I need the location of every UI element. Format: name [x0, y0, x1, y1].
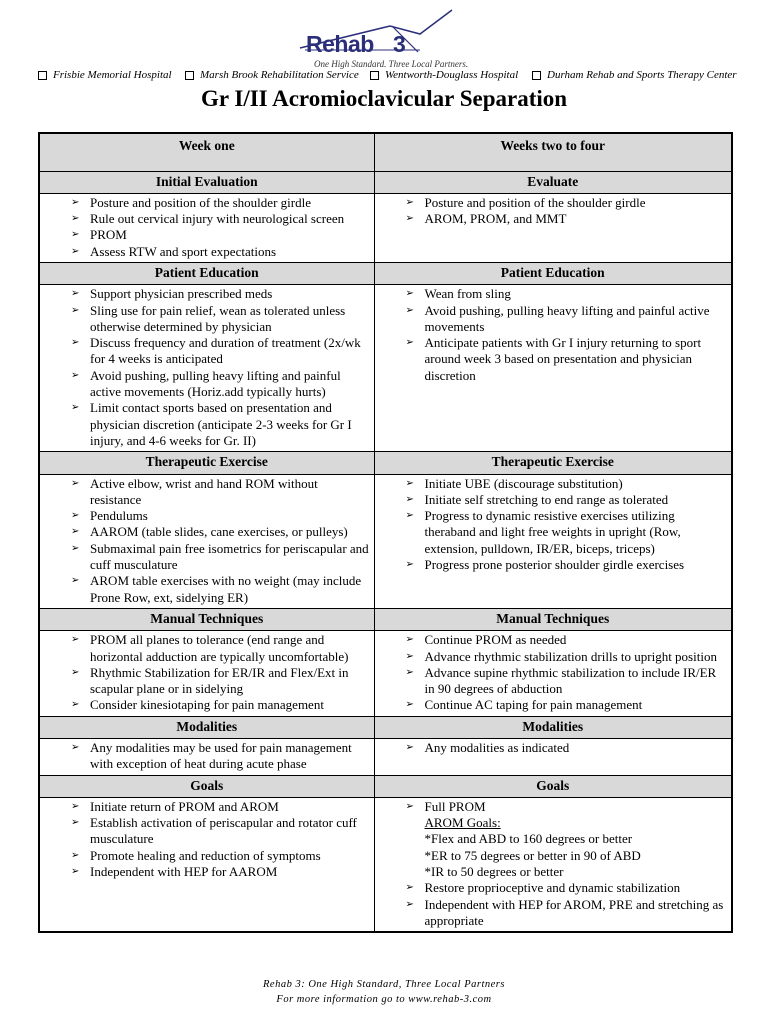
logo-word: Rehab — [306, 31, 374, 57]
arrow-bullet-icon: ➢ — [405, 213, 414, 225]
section-header: Goals — [39, 775, 374, 797]
list-item — [379, 476, 728, 492]
section-header: Modalities — [39, 716, 374, 738]
list-item — [379, 632, 728, 648]
list-item — [44, 697, 370, 713]
list-item — [44, 665, 370, 698]
list-item — [379, 557, 728, 573]
arrow-bullet-icon: ➢ — [71, 288, 80, 300]
logo-swoosh-graphic — [0, 8, 768, 66]
list-item — [379, 697, 728, 713]
item-text: Rule out cervical injury with neurological screen — [90, 211, 345, 227]
section-body-row — [39, 193, 732, 262]
item-text: Independent with HEP for AROM, PRE and stretching as appropriate — [424, 896, 724, 928]
arrow-bullet-icon: ➢ — [405, 559, 414, 571]
section-header: Manual Techniques — [39, 608, 374, 630]
arrow-bullet-icon: ➢ — [405, 196, 414, 208]
checkbox-icon[interactable] — [185, 71, 194, 80]
item-text: Sling use for pain relief, wean as tolerated unless otherwise determined by physician — [90, 302, 346, 334]
list-item — [379, 211, 728, 227]
item-list — [40, 285, 374, 451]
protocol-table — [38, 132, 733, 933]
list-item — [379, 492, 728, 508]
column-header-week-one: Week one — [39, 133, 374, 171]
hospital-option[interactable] — [532, 69, 737, 81]
list-item — [44, 524, 370, 540]
section-header: Manual Techniques — [374, 608, 732, 630]
list-item — [379, 665, 728, 698]
item-text: Active elbow, wrist and hand ROM without resistance — [90, 475, 318, 507]
arrow-bullet-icon: ➢ — [405, 650, 414, 662]
item-text: Posture and position of the shoulder girdle — [90, 194, 311, 210]
column-header-row — [39, 133, 732, 171]
list-item — [44, 400, 370, 449]
list-item — [44, 244, 370, 260]
item-text: Pendulums — [90, 508, 148, 524]
item-text: Anticipate patients with Gr I injury returning to sport around week 3 based on presentation and physician discretion — [424, 335, 702, 383]
item-text: Restore proprioceptive and dynamic stabilization — [424, 880, 681, 896]
arrow-bullet-icon: ➢ — [71, 666, 80, 678]
section-header: Initial Evaluation — [39, 171, 374, 193]
section-cell — [374, 193, 732, 262]
section-cell — [39, 631, 374, 716]
item-list — [375, 475, 732, 576]
arrow-bullet-icon: ➢ — [71, 542, 80, 554]
item-list — [40, 194, 374, 262]
section-body-row — [39, 631, 732, 716]
hospital-option[interactable] — [370, 69, 518, 81]
item-text: AROM Goals: — [424, 815, 501, 831]
list-item — [44, 286, 370, 302]
item-list — [40, 798, 374, 882]
arrow-bullet-icon: ➢ — [71, 402, 80, 414]
arrow-bullet-icon: ➢ — [71, 526, 80, 538]
item-text: Discuss frequency and duration of treatment (2x/wk for 4 weeks is anticipated — [90, 335, 361, 367]
section-body-row — [39, 797, 732, 932]
list-item — [44, 541, 370, 574]
arrow-bullet-icon: ➢ — [71, 699, 80, 711]
item-text: *ER to 75 degrees or better in 90 of ABD — [424, 847, 641, 863]
list-item — [44, 848, 370, 864]
arrow-bullet-icon: ➢ — [71, 817, 80, 829]
rehab3-logo — [0, 8, 768, 69]
section-header: Patient Education — [374, 262, 732, 284]
checkbox-icon[interactable] — [38, 71, 47, 80]
section-header: Evaluate — [374, 171, 732, 193]
section-cell — [39, 797, 374, 932]
section-cell — [374, 739, 732, 776]
hospital-option[interactable] — [185, 69, 359, 81]
section-body-row — [39, 285, 732, 452]
section-cell — [39, 474, 374, 608]
arrow-bullet-icon: ➢ — [71, 849, 80, 861]
list-item — [44, 368, 370, 401]
arrow-bullet-icon: ➢ — [405, 742, 414, 753]
section-cell — [39, 285, 374, 452]
list-item — [44, 864, 370, 880]
arrow-bullet-icon: ➢ — [71, 742, 80, 753]
item-text: *Flex and ABD to 160 degrees or better — [424, 831, 633, 847]
list-item — [44, 799, 370, 815]
list-item — [379, 815, 728, 831]
arrow-bullet-icon: ➢ — [405, 898, 414, 910]
arrow-bullet-icon: ➢ — [405, 634, 414, 646]
item-text: Support physician prescribed meds — [90, 286, 273, 302]
item-text: Any modalities as indicated — [424, 740, 570, 755]
list-item — [379, 195, 728, 211]
section-header: Therapeutic Exercise — [374, 452, 732, 474]
item-text: Submaximal pain free isometrics for periscapular and cuff musculature — [90, 540, 369, 573]
arrow-bullet-icon: ➢ — [71, 800, 80, 812]
list-item — [379, 286, 728, 302]
list-item — [44, 227, 370, 243]
item-text: AROM table exercises with no weight (may include Prone Row, ext, sidelying ER) — [90, 573, 362, 605]
list-item — [379, 880, 728, 896]
item-list — [40, 631, 374, 715]
list-item — [379, 335, 728, 384]
arrow-bullet-icon: ➢ — [71, 196, 80, 208]
hospital-label: Durham Rehab and Sports Therapy Center — [547, 69, 737, 81]
list-item — [44, 508, 370, 524]
item-list — [40, 475, 374, 608]
arrow-bullet-icon: ➢ — [71, 634, 80, 646]
list-item — [379, 848, 728, 864]
list-item — [44, 195, 370, 211]
item-text: Progress to dynamic resistive exercises utilizing theraband and light free weights in upright (Row, extension, pulldown, IR/ER, biceps, triceps) — [424, 508, 681, 556]
item-list — [375, 739, 732, 758]
section-cell — [374, 631, 732, 716]
item-list — [375, 285, 732, 386]
logo-three: 3 — [393, 31, 406, 57]
item-text: Avoid pushing, pulling heavy lifting and painful active movements (Horiz.add typically hurts) — [90, 367, 341, 400]
hospital-label: Wentworth-Douglass Hospital — [385, 69, 519, 81]
arrow-bullet-icon: ➢ — [71, 229, 80, 241]
list-item — [379, 831, 728, 847]
section-body-row — [39, 474, 732, 608]
section-cell — [374, 474, 732, 608]
arrow-bullet-icon: ➢ — [71, 575, 80, 587]
arrow-bullet-icon: ➢ — [405, 493, 414, 505]
section-header-row — [39, 608, 732, 630]
arrow-bullet-icon: ➢ — [405, 304, 414, 316]
item-text: Initiate UBE (discourage substitution) — [424, 475, 623, 491]
item-text: Any modalities may be used for pain management with exception of heat during acute phase — [90, 740, 352, 772]
arrow-bullet-icon: ➢ — [71, 245, 80, 257]
footer-website: For more information go to www.rehab-3.com — [276, 994, 492, 1005]
item-text: Advance rhythmic stabilization drills to upright position — [424, 648, 717, 664]
section-header: Goals — [374, 775, 732, 797]
arrow-bullet-icon: ➢ — [405, 882, 414, 894]
item-text: Initiate return of PROM and AROM — [90, 798, 279, 814]
list-item — [44, 335, 370, 368]
list-item — [44, 815, 370, 848]
item-text: Continue AC taping for pain management — [424, 697, 643, 713]
logo-tagline: One High Standard. Three Local Partners. — [314, 59, 469, 69]
list-item — [44, 303, 370, 336]
list-item — [379, 303, 728, 336]
section-body-row — [39, 739, 732, 776]
section-header-row — [39, 716, 732, 738]
item-text: Initiate self stretching to end range as tolerated — [424, 491, 669, 507]
list-item — [44, 476, 370, 509]
item-text: Advance supine rhythmic stabilization to include IR/ER in 90 degrees of abduction — [424, 664, 717, 697]
arrow-bullet-icon: ➢ — [405, 510, 414, 522]
item-text: Wean from sling — [424, 286, 511, 302]
section-header: Therapeutic Exercise — [39, 452, 374, 474]
list-item — [44, 211, 370, 227]
arrow-bullet-icon: ➢ — [405, 337, 414, 349]
item-text: AROM, PROM, and MMT — [424, 211, 567, 227]
list-item — [379, 864, 728, 880]
item-text: AAROM (table slides, cane exercises, or pulleys) — [90, 524, 348, 540]
hospital-label: Frisbie Memorial Hospital — [53, 69, 172, 81]
list-item — [379, 897, 728, 930]
list-item — [44, 573, 370, 606]
hospital-checklist — [38, 69, 768, 83]
list-item — [379, 508, 728, 557]
arrow-bullet-icon: ➢ — [71, 477, 80, 489]
arrow-bullet-icon: ➢ — [71, 866, 80, 878]
list-item — [379, 740, 728, 756]
section-header: Patient Education — [39, 262, 374, 284]
item-text: Rhythmic Stabilization for ER/IR and Flex/Ext in scapular plane or in sidelying — [90, 664, 349, 697]
hospital-label: Marsh Brook Rehabilitation Service — [200, 69, 359, 81]
section-header: Modalities — [374, 716, 732, 738]
footer-tagline: Rehab 3: One High Standard, Three Local Partners — [263, 979, 505, 990]
page-title: Gr I/II Acromioclavicular Separation — [200, 86, 568, 111]
item-text: Consider kinesiotaping for pain management — [90, 697, 324, 713]
section-cell — [374, 285, 732, 452]
section-header-row — [39, 452, 732, 474]
arrow-bullet-icon: ➢ — [71, 510, 80, 522]
item-list — [40, 739, 374, 775]
section-header-row — [39, 262, 732, 284]
item-text: Assess RTW and sport expectations — [90, 243, 277, 259]
arrow-bullet-icon: ➢ — [71, 304, 80, 316]
arrow-bullet-icon: ➢ — [71, 213, 80, 225]
section-cell — [39, 739, 374, 776]
arrow-bullet-icon: ➢ — [71, 337, 80, 349]
item-list — [375, 631, 732, 715]
checkbox-icon[interactable] — [370, 71, 379, 80]
item-text: Progress prone posterior shoulder girdle exercises — [424, 557, 685, 573]
list-item — [44, 740, 370, 773]
arrow-bullet-icon: ➢ — [405, 288, 414, 300]
section-cell — [39, 193, 374, 262]
item-text: Posture and position of the shoulder girdle — [424, 194, 646, 210]
item-text: Full PROM — [424, 798, 486, 814]
section-cell — [374, 797, 732, 932]
checkbox-icon[interactable] — [532, 71, 541, 80]
item-text: Establish activation of periscapular and rotator cuff musculature — [90, 815, 357, 847]
item-text: *IR to 50 degrees or better — [424, 864, 564, 880]
section-header-row — [39, 775, 732, 797]
arrow-bullet-icon: ➢ — [405, 477, 414, 489]
list-item — [44, 632, 370, 665]
item-text: Independent with HEP for AAROM — [90, 864, 278, 880]
arrow-bullet-icon: ➢ — [71, 369, 80, 381]
item-list — [375, 194, 732, 230]
column-header-weeks-two-to-four: Weeks two to four — [374, 133, 732, 171]
item-text: PROM — [90, 227, 127, 243]
section-header-row — [39, 171, 732, 193]
hospital-option[interactable] — [38, 69, 172, 81]
arrow-bullet-icon: ➢ — [405, 666, 414, 678]
item-text: Promote healing and reduction of symptoms — [90, 847, 321, 863]
item-text: Limit contact sports based on presentation and physician discretion (anticipate 2-3 weeks for Gr I injury, and 4-6 weeks for Gr. II) — [90, 400, 352, 448]
item-text: PROM all planes to tolerance (end range and horizontal adduction are typically uncomfortable) — [90, 632, 349, 664]
list-item — [379, 649, 728, 665]
item-list — [375, 798, 732, 931]
arrow-bullet-icon: ➢ — [405, 800, 414, 812]
arrow-bullet-icon: ➢ — [405, 699, 414, 711]
list-item — [379, 799, 728, 815]
item-text: Continue PROM as needed — [424, 632, 567, 648]
item-text: Avoid pushing, pulling heavy lifting and painful active movements — [424, 302, 710, 334]
